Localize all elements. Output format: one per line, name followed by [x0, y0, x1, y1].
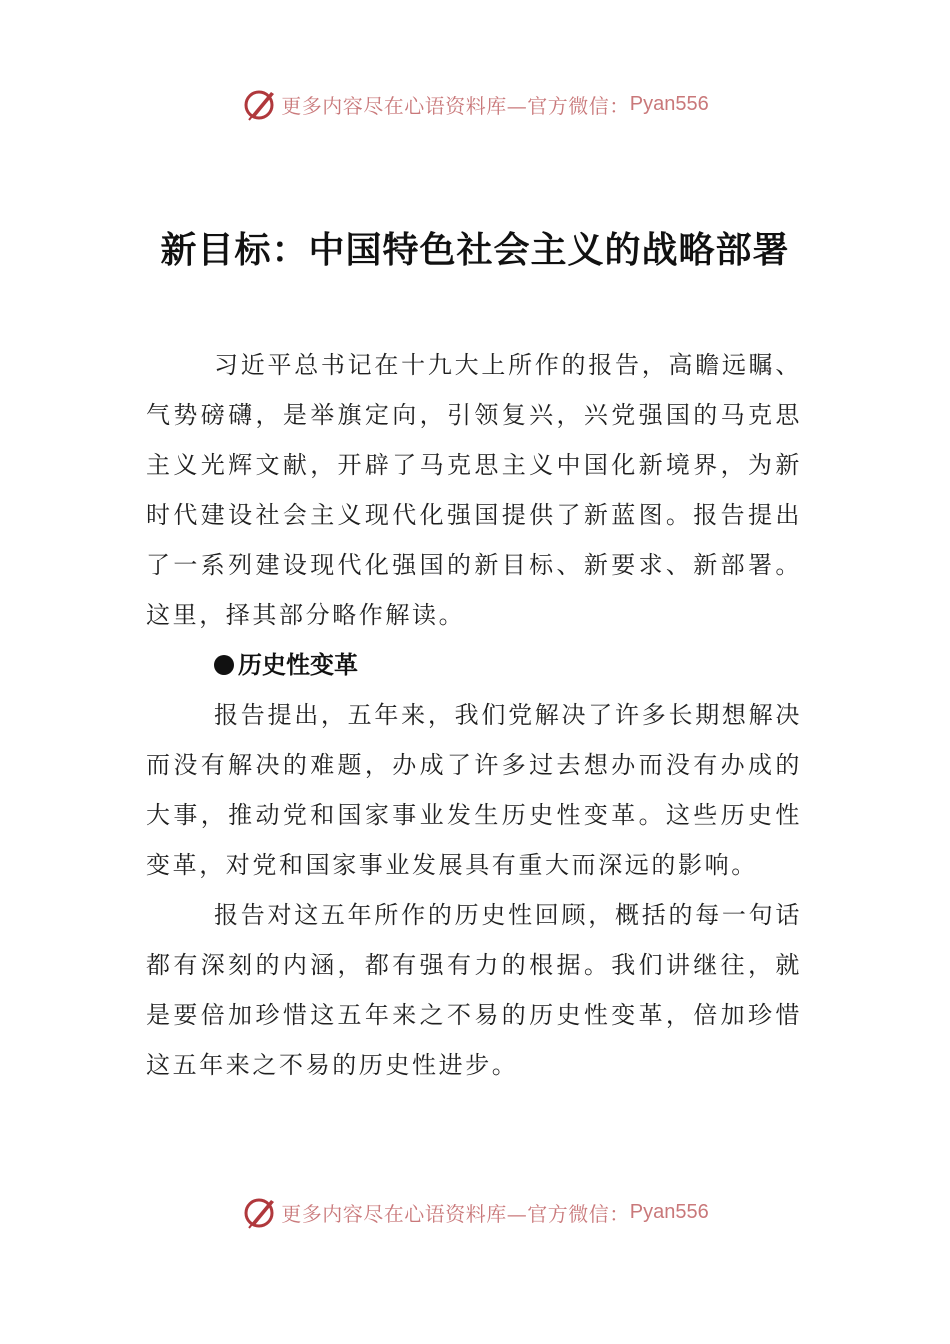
quill-logo-icon: [241, 1194, 277, 1230]
quill-logo-icon: [241, 86, 277, 122]
paragraph-intro: 习近平总书记在十九大上所作的报告，高瞻远瞩、气势磅礴，是举旗定向，引领复兴，兴党强国的马克思主义光辉文献，开辟了马克思主义中国化新境界，为新时代建设社会主义现代化强国提供了新蓝图。报告提出了一系列建设现代化强国的新目标、新要求、新部署。这里，择其部分略作解读。: [146, 351, 802, 629]
banner-wechat-id: Pyan556: [629, 92, 709, 115]
bullet-icon: [214, 655, 234, 675]
banner-wechat-id: Pyan556: [629, 1200, 709, 1223]
paragraph-2: 报告提出，五年来，我们党解决了许多长期想解决而没有解决的难题，办成了许多过去想办而没有办成的大事，推动党和国家事业发生历史性变革。这些历史性变革，对党和国家事业发展具有重大而深远的影响。: [146, 701, 802, 879]
article-body: [146, 340, 802, 1090]
footer-banner: [0, 1190, 950, 1234]
banner-text: 更多内容尽在心语资料库—官方微信：: [281, 1201, 630, 1226]
banner-text: 更多内容尽在心语资料库—官方微信：: [281, 93, 630, 118]
section-heading: [146, 640, 802, 690]
header-banner: [0, 82, 950, 126]
page-title: 新目标：中国特色社会主义的战略部署: [160, 230, 790, 271]
section-heading-text: 历史性变革: [238, 651, 358, 679]
paragraph-3: 报告对这五年所作的历史性回顾，概括的每一句话都有深刻的内涵，都有强有力的根据。我们讲继往，就是要倍加珍惜这五年来之不易的历史性变革，倍加珍惜这五年来之不易的历史性进步。: [146, 901, 802, 1079]
